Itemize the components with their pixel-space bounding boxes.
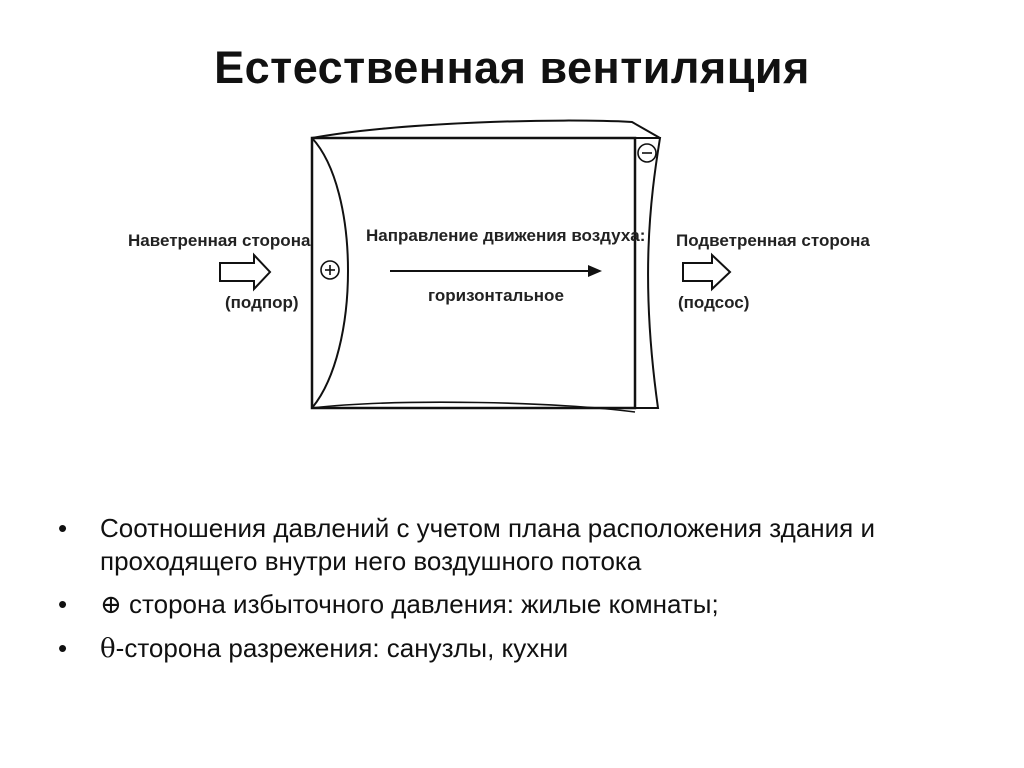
bullet-text: сторона избыточного давления: жилые комнаты; — [121, 589, 719, 619]
pressure-envelope-top — [312, 121, 660, 138]
building-outline — [312, 138, 635, 408]
positive-pressure-icon — [321, 261, 339, 279]
theta-symbol: θ — [100, 634, 116, 664]
bullet-text: -сторона разрежения: санузлы, кухни — [115, 633, 569, 663]
bullet-text: Соотношения давлений с учетом плана расположения здания и проходящего внутри него воздушного потока — [100, 513, 875, 576]
flow-direction-label: Направление движения воздуха: — [366, 226, 646, 245]
windward-arrow-icon — [220, 255, 270, 289]
bullet-marker: • — [58, 589, 68, 619]
leeward-sub-label: (подсос) — [678, 293, 750, 312]
windward-sub-label: (подпор) — [225, 293, 299, 312]
flow-direction-sub-label: горизонтальное — [428, 286, 564, 305]
page-title: Естественная вентиляция — [214, 42, 810, 93]
bullet-marker: • — [58, 513, 68, 543]
negative-pressure-icon — [638, 144, 656, 162]
plus-circle-symbol: ⊕ — [100, 590, 122, 620]
bullet-list — [58, 512, 958, 676]
leeward-arrow-icon — [683, 255, 730, 289]
bullet-item — [58, 512, 958, 578]
flow-direction-arrow-icon — [390, 265, 602, 277]
bullet-marker: • — [58, 633, 68, 663]
bullet-item — [58, 588, 958, 622]
leeward-label: Подветренная сторона — [676, 231, 870, 250]
windward-label: Наветренная сторона — [128, 231, 311, 250]
bullet-item — [58, 632, 958, 666]
